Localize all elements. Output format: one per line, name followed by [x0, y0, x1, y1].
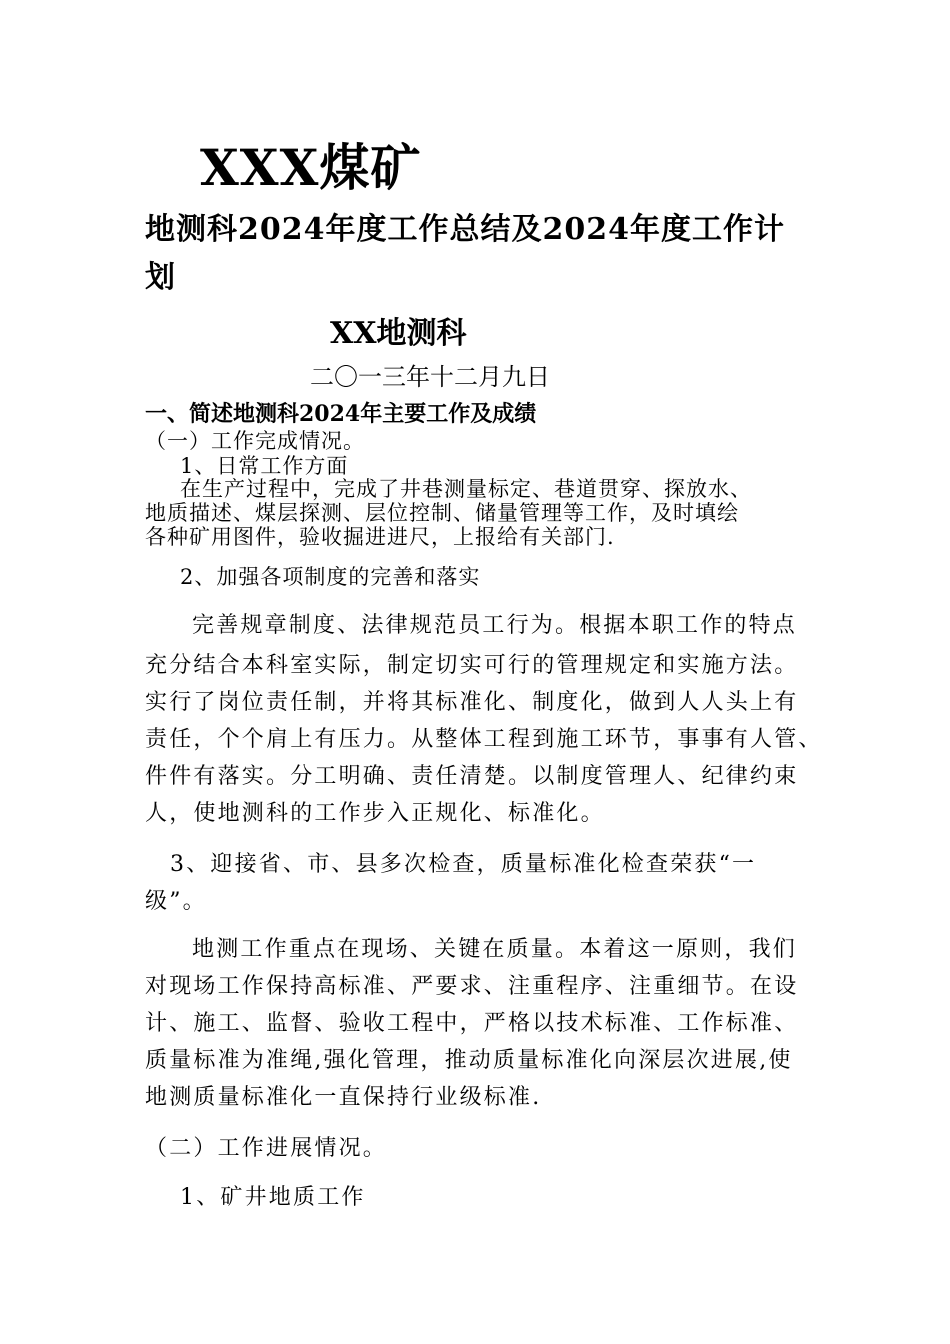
- paragraph-line: 地测质量标准化一直保持行业级标准.: [145, 1085, 542, 1110]
- paragraph-line: 对现场工作保持高标准、严要求、注重程序、注重细节。在设: [145, 974, 799, 999]
- document-title-line-1: 地测科2024年度工作总结及2024年度工作计: [145, 212, 785, 247]
- paragraph-line: 质量标准为准绳,强化管理，推动质量标准化向深层次进展,使: [145, 1048, 793, 1073]
- document-date: 二〇一三年十二月九日: [310, 363, 550, 391]
- paragraph-line: 实行了岗位责任制，并将其标准化、制度化，做到人人头上有: [145, 690, 799, 715]
- paragraph-line: 完善规章制度、法律规范员工行为。根据本职工作的特点: [192, 613, 798, 638]
- paragraph-line: 充分结合本科室实际，制定切实可行的管理规定和实施方法。: [145, 653, 799, 678]
- item-heading: 3、迎接省、市、县多次检查，质量标准化检查荣获“一: [170, 852, 757, 877]
- subsection-heading: （二）工作进展情况。: [145, 1136, 388, 1161]
- paragraph-line: 件件有落实。分工明确、责任清楚。以制度管理人、纪律约束: [145, 764, 799, 789]
- item-heading: 2、加强各项制度的完善和落实: [180, 565, 481, 589]
- paragraph-line: 各种矿用图件，验收掘进进尺，上报给有关部门.: [145, 525, 615, 549]
- section-heading: 一、简述地测科2024年主要工作及成绩: [145, 401, 537, 427]
- paragraph-line: 地质描述、煤层探测、层位控制、储量管理等工作，及时填绘: [145, 501, 739, 525]
- paragraph-line: 人，使地测科的工作步入正规化、标准化。: [145, 801, 605, 826]
- document-title-line-2: 划: [145, 260, 176, 295]
- company-name: XXX煤矿: [200, 138, 422, 197]
- item-heading: 1、矿井地质工作: [180, 1185, 366, 1210]
- paragraph-line: 地测工作重点在现场、关键在质量。本着这一原则，我们: [192, 937, 798, 962]
- subsection-heading: （一）工作完成情况。: [145, 429, 365, 453]
- paragraph-line: 级”。: [145, 889, 207, 914]
- paragraph-line: 在生产过程中，完成了井巷测量标定、巷道贯穿、探放水、: [180, 477, 752, 501]
- paragraph-line: 计、施工、监督、验收工程中，严格以技术标准、工作标准、: [145, 1011, 799, 1036]
- paragraph-line: 责任，个个肩上有压力。从整体工程到施工环节，事事有人管、: [145, 727, 823, 752]
- item-heading: 1、日常工作方面: [180, 454, 349, 478]
- department-name: XX地测科: [330, 316, 467, 351]
